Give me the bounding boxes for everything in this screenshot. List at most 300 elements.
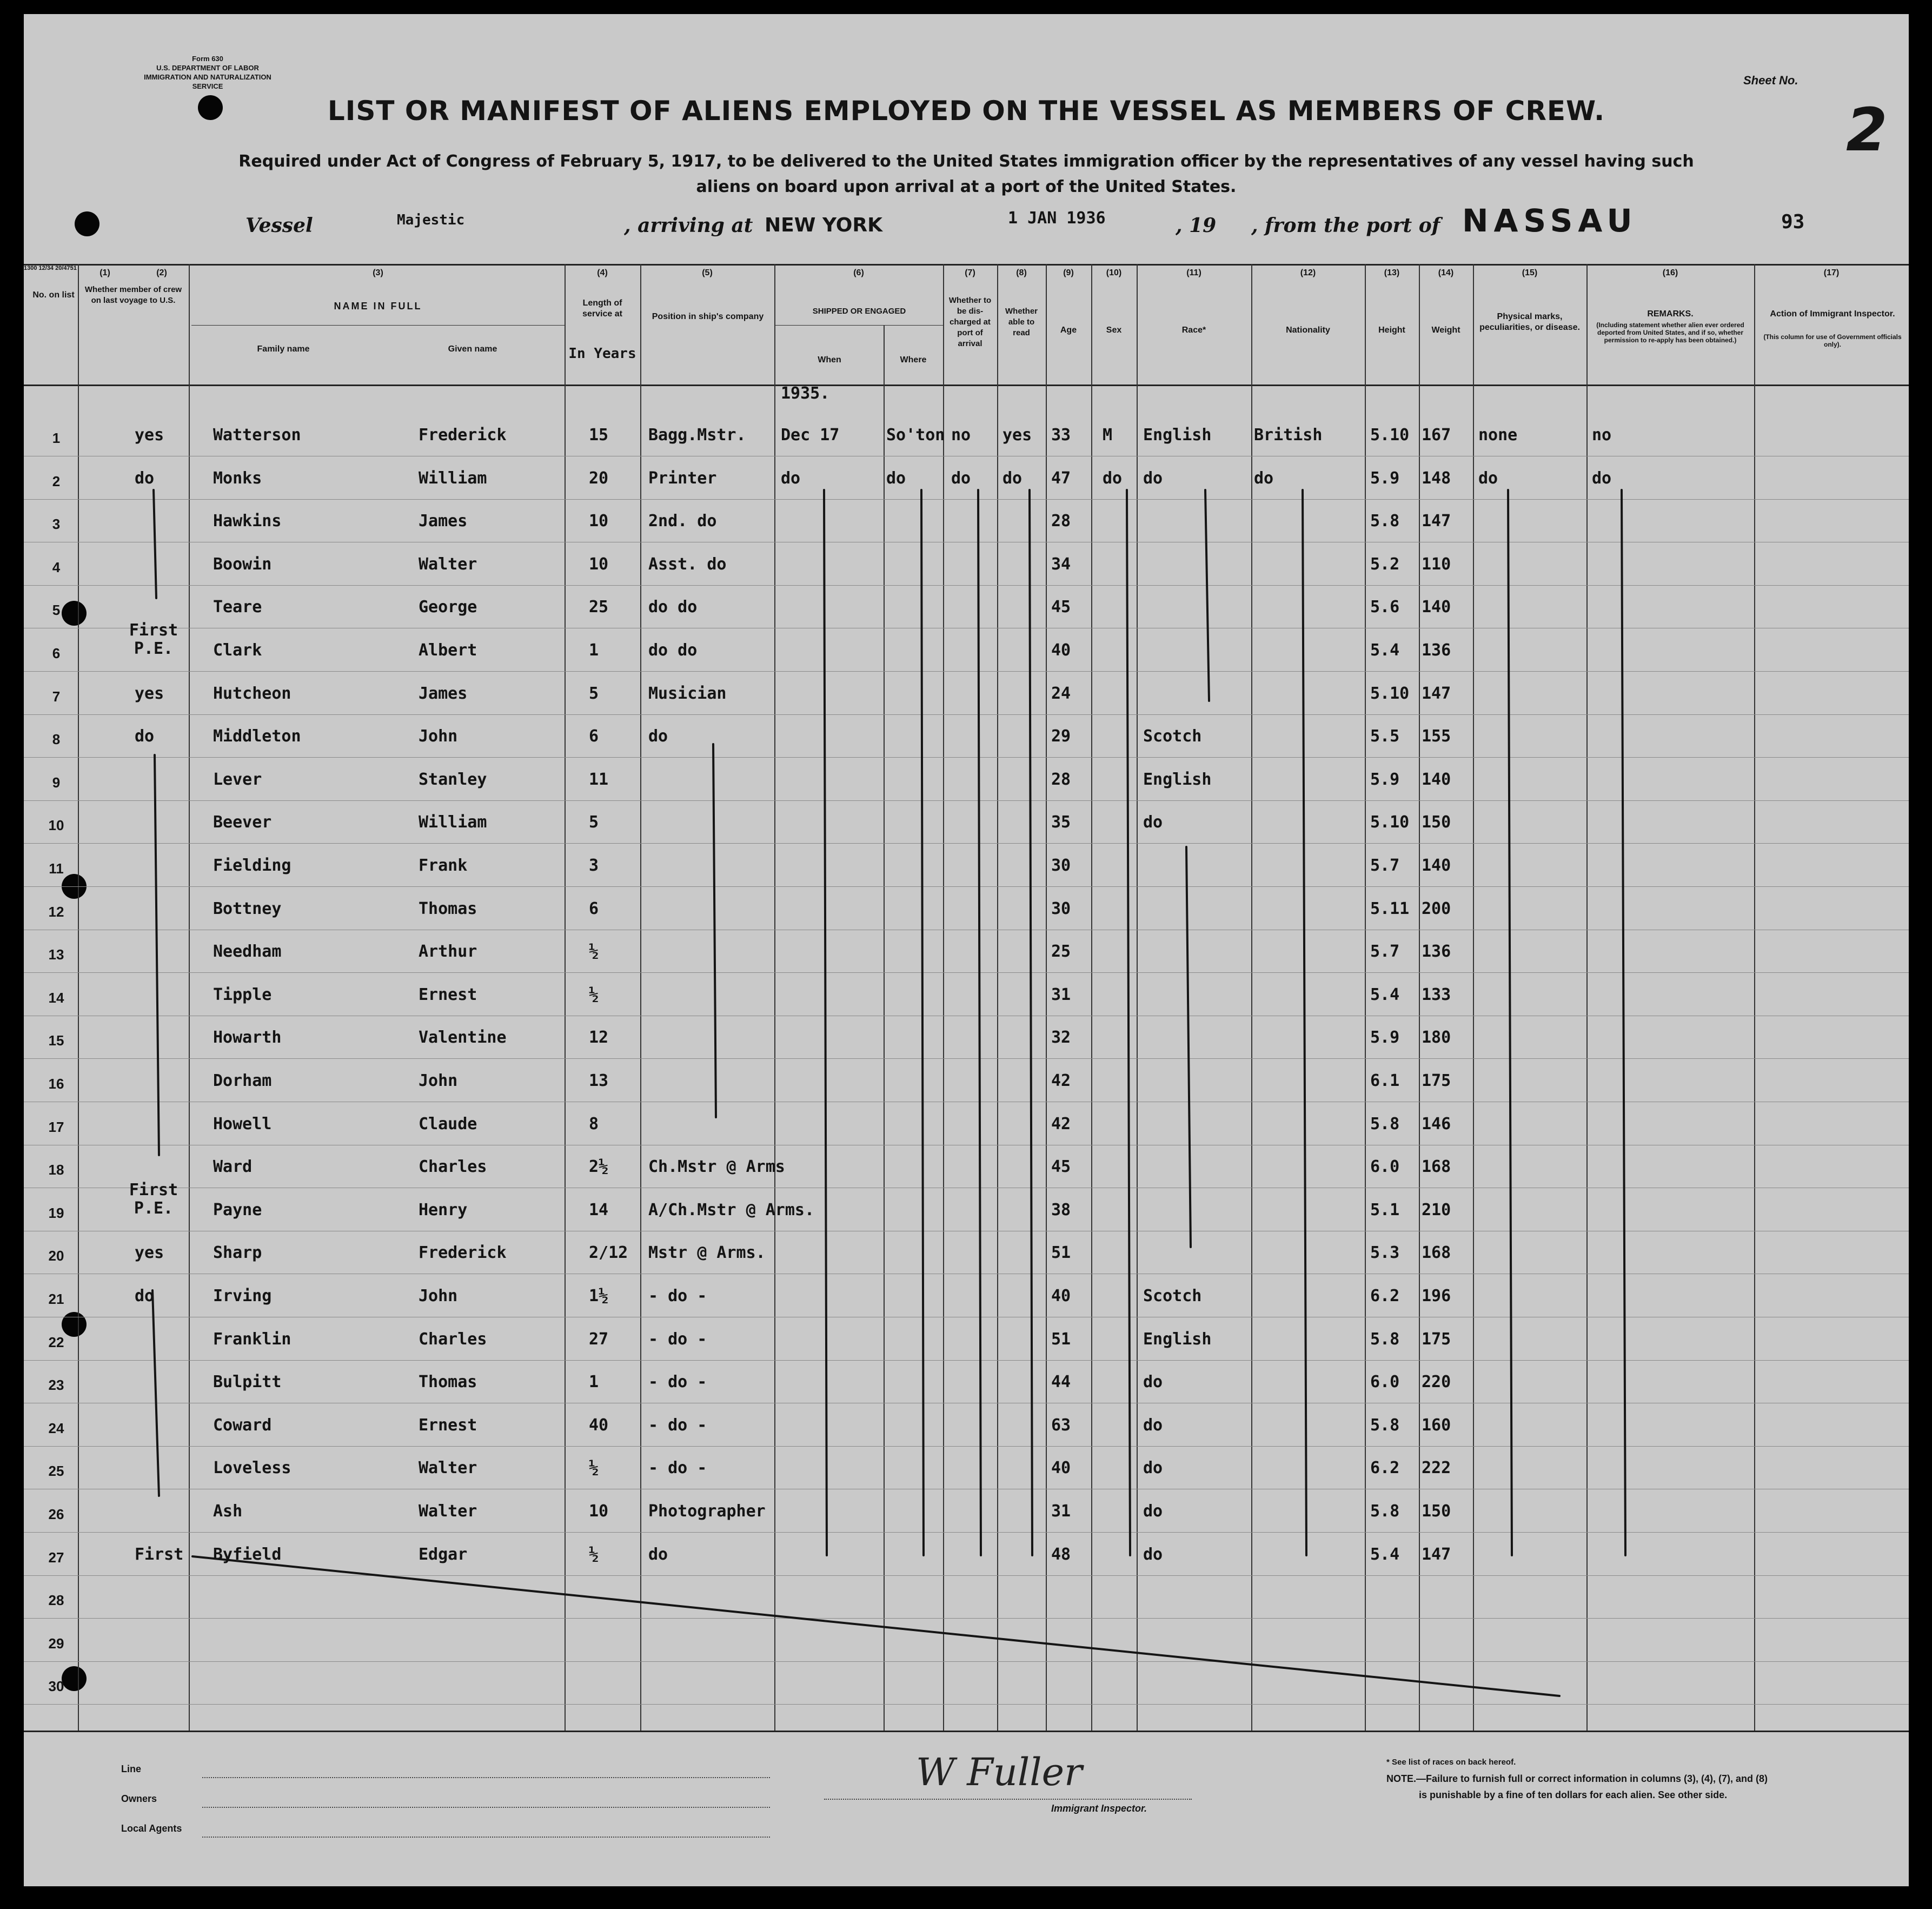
- from-port-label: , from the port of: [1251, 214, 1440, 237]
- row-number: 13: [48, 946, 64, 963]
- given-name-cell: James: [419, 512, 468, 531]
- position-cell: A/Ch.Mstr @ Arms.: [648, 1200, 815, 1219]
- header-where: Where: [900, 355, 927, 364]
- col-num: (14): [1438, 268, 1454, 277]
- age-cell: 30: [1051, 856, 1071, 875]
- given-name-cell: Edgar: [419, 1545, 468, 1564]
- header-nationality: Nationality: [1286, 326, 1330, 335]
- row-number: 17: [48, 1118, 64, 1135]
- age-cell: 40: [1051, 1459, 1071, 1478]
- service-cell: 5: [589, 684, 599, 703]
- family-name-cell: Watterson: [213, 426, 301, 445]
- height-cell: 5.4: [1370, 985, 1400, 1004]
- given-name-cell: Ernest: [419, 1415, 477, 1435]
- date-stamp: 1 JAN 1936: [1008, 209, 1106, 228]
- race-cell: English: [1143, 426, 1212, 445]
- col-num: (8): [1016, 268, 1027, 277]
- header-able-to-read: Whether able to read: [1005, 307, 1038, 337]
- vessel-name: Majestic: [397, 212, 465, 228]
- given-name-cell: Frederick: [419, 426, 507, 445]
- footer-agents-label: Local Agents: [121, 1823, 182, 1834]
- position-cell: - do -: [648, 1329, 707, 1349]
- given-name-cell: Albert: [419, 641, 477, 660]
- height-cell: 5.8: [1370, 1502, 1400, 1521]
- row-number: 6: [52, 645, 61, 661]
- closing-line: [192, 1556, 1559, 1696]
- weight-cell: 155: [1422, 727, 1451, 746]
- member-cell: do: [135, 1287, 155, 1305]
- col-num: (12): [1300, 268, 1316, 277]
- service-cell: ½: [589, 985, 599, 1004]
- row-number: 1: [52, 430, 61, 446]
- family-name-cell: Tipple: [213, 985, 272, 1004]
- height-cell: 5.8: [1370, 1114, 1400, 1134]
- family-name-cell: Bottney: [213, 899, 282, 918]
- height-cell: 5.8: [1370, 512, 1400, 531]
- service-cell: 14: [589, 1200, 609, 1219]
- row-number: 7: [52, 688, 61, 705]
- col-num: (4): [597, 268, 608, 277]
- col-num: (16): [1662, 268, 1678, 277]
- weight-cell: 160: [1422, 1415, 1451, 1435]
- height-cell: 5.1: [1370, 1200, 1400, 1219]
- arriving-label: , arriving at: [624, 214, 753, 237]
- row-number: 21: [48, 1291, 64, 1307]
- weight-cell: 196: [1422, 1287, 1451, 1305]
- race-cell: do: [1143, 1415, 1163, 1435]
- row-number: 23: [48, 1377, 64, 1394]
- given-name-cell: Charles: [419, 1157, 487, 1177]
- family-name-cell: Payne: [213, 1200, 262, 1219]
- shipped-where-cell: do: [886, 468, 906, 488]
- height-cell: 5.3: [1370, 1243, 1400, 1263]
- position-cell: - do -: [648, 1287, 707, 1305]
- race-cell: English: [1143, 770, 1212, 789]
- ditto-line: [1127, 490, 1130, 1555]
- race-cell: Scotch: [1143, 1287, 1202, 1305]
- height-cell: 5.7: [1370, 942, 1400, 962]
- given-name-cell: Thomas: [419, 1373, 477, 1392]
- service-cell: 10: [589, 554, 609, 574]
- position-cell: - do -: [648, 1415, 707, 1435]
- given-name-cell: William: [419, 468, 487, 488]
- family-name-cell: Franklin: [213, 1329, 291, 1349]
- col-num: (1): [99, 268, 110, 277]
- family-name-cell: Ash: [213, 1502, 243, 1521]
- ditto-line: [1303, 490, 1306, 1555]
- age-cell: 40: [1051, 641, 1071, 660]
- given-name-cell: John: [419, 727, 458, 746]
- age-cell: 51: [1051, 1329, 1071, 1349]
- row-number: 24: [48, 1420, 64, 1436]
- footer-agents-underline: [202, 1837, 770, 1838]
- service-cell: 10: [589, 512, 609, 531]
- member-cell: do: [135, 468, 155, 488]
- header-weight: Weight: [1431, 326, 1460, 335]
- col-num: (17): [1823, 268, 1840, 277]
- position-cell: Mstr @ Arms.: [648, 1243, 766, 1263]
- subtitle-line-2: aliens on board upon arrival at a port of the United States.: [696, 177, 1237, 196]
- row-number: 5: [52, 602, 61, 619]
- service-cell: 2½: [589, 1157, 609, 1177]
- service-cell: 1: [589, 1373, 599, 1392]
- col-num: (9): [1063, 268, 1074, 277]
- ditto-line: [152, 1290, 159, 1496]
- ditto-line: [1622, 490, 1625, 1555]
- member-cell: yes: [135, 684, 164, 703]
- height-cell: 5.4: [1370, 641, 1400, 660]
- header-whether-member: Whether member of crew on last voyage to U.S.: [84, 285, 182, 305]
- weight-cell: 168: [1422, 1157, 1451, 1177]
- header-action: Action of Immigrant Inspector.: [1770, 309, 1895, 319]
- given-name-cell: George: [419, 598, 477, 617]
- header-height: Height: [1378, 326, 1405, 335]
- member-cell: First: [135, 1545, 184, 1564]
- shipped-when-cell: do: [781, 468, 801, 488]
- ditto-line: [1508, 490, 1512, 1555]
- header-physical-marks: Physical marks, peculiarities, or disease.: [1479, 312, 1580, 332]
- service-cell: 5: [589, 813, 599, 832]
- age-cell: 35: [1051, 813, 1071, 832]
- weight-cell: 133: [1422, 985, 1451, 1004]
- height-cell: 5.8: [1370, 1329, 1400, 1349]
- weight-cell: 147: [1422, 512, 1451, 531]
- service-cell: 1: [589, 641, 599, 660]
- col-num: (15): [1522, 268, 1538, 277]
- position-cell: Bagg.Mstr.: [648, 426, 746, 445]
- col-num: (11): [1186, 268, 1201, 277]
- service-cell: ½: [589, 1459, 599, 1478]
- service-cell: 11: [589, 770, 609, 789]
- row-number: 9: [52, 774, 61, 791]
- header-length-of-service: Length of service at: [582, 299, 622, 319]
- sex-cell: M: [1103, 426, 1113, 445]
- arriving-port: NEW YORK: [765, 214, 882, 236]
- race-cell: do: [1143, 468, 1163, 488]
- family-name-cell: Beever: [213, 813, 272, 832]
- age-cell: 51: [1051, 1243, 1071, 1263]
- position-cell: do: [648, 727, 668, 746]
- service-cell: 27: [589, 1329, 609, 1349]
- height-cell: 5.9: [1370, 1028, 1400, 1048]
- header-remarks: REMARKS.: [1647, 309, 1694, 319]
- footer-owners-label: Owners: [121, 1793, 157, 1804]
- age-cell: 32: [1051, 1028, 1071, 1048]
- height-cell: 6.0: [1370, 1373, 1400, 1392]
- print-code: 1300 12/34 20/4751: [24, 265, 77, 271]
- height-cell: 5.10: [1370, 813, 1410, 832]
- given-name-cell: Charles: [419, 1329, 487, 1349]
- pen-marks: [24, 14, 1909, 1886]
- sheet-number: 2: [1846, 95, 1888, 164]
- height-cell: 5.9: [1370, 468, 1400, 488]
- height-cell: 5.4: [1370, 1545, 1400, 1564]
- service-cell: 12: [589, 1028, 609, 1048]
- position-cell: Musician: [648, 684, 727, 703]
- age-cell: 48: [1051, 1545, 1071, 1564]
- position-cell: do: [648, 1545, 668, 1564]
- race-cell: do: [1143, 1459, 1163, 1478]
- row-number: 19: [48, 1204, 64, 1221]
- header-action-note: (This column for use of Government officials only).: [1763, 333, 1902, 348]
- weight-cell: 175: [1422, 1071, 1451, 1090]
- ditto-line: [713, 744, 716, 1117]
- department-name: U.S. DEPARTMENT OF LABOR: [156, 64, 259, 72]
- physical-cell: none: [1478, 426, 1518, 445]
- from-port: NASSAU: [1462, 202, 1638, 239]
- given-name-cell: Stanley: [419, 770, 487, 789]
- height-cell: 6.2: [1370, 1459, 1400, 1478]
- row-number: 16: [48, 1076, 64, 1092]
- service-cell: 3: [589, 856, 599, 875]
- row-number: 28: [48, 1592, 64, 1609]
- family-name-cell: Byfield: [213, 1545, 282, 1564]
- family-name-cell: Hutcheon: [213, 684, 291, 703]
- inspector-label: Immigrant Inspector.: [1051, 1803, 1147, 1814]
- row-number: 2: [52, 473, 61, 489]
- family-name-cell: Sharp: [213, 1243, 262, 1263]
- family-name-cell: Needham: [213, 942, 282, 962]
- family-name-cell: Hawkins: [213, 512, 282, 531]
- age-cell: 40: [1051, 1287, 1071, 1305]
- discharged-cell: no: [951, 426, 971, 445]
- age-cell: 44: [1051, 1373, 1071, 1392]
- height-cell: 5.10: [1370, 426, 1410, 445]
- family-name-cell: Howarth: [213, 1028, 282, 1048]
- height-cell: 6.2: [1370, 1287, 1400, 1305]
- position-cell: Photographer: [648, 1502, 766, 1521]
- age-cell: 28: [1051, 512, 1071, 531]
- age-cell: 34: [1051, 554, 1071, 574]
- read-cell: do: [1002, 468, 1023, 488]
- age-cell: 38: [1051, 1200, 1071, 1219]
- age-cell: 42: [1051, 1071, 1071, 1090]
- height-cell: 6.1: [1370, 1071, 1400, 1090]
- service-cell: 6: [589, 727, 599, 746]
- header-discharged: Whether to be dis-charged at port of arrival: [948, 296, 992, 348]
- family-name-cell: Howell: [213, 1114, 272, 1134]
- row-number: 4: [52, 559, 61, 575]
- family-name-cell: Ward: [213, 1157, 253, 1177]
- age-cell: 24: [1051, 684, 1071, 703]
- ditto-line: [824, 490, 827, 1555]
- age-cell: 28: [1051, 770, 1071, 789]
- remarks-cell: do: [1592, 468, 1612, 488]
- ditto-line: [155, 755, 159, 1155]
- given-name-cell: Walter: [419, 1502, 477, 1521]
- age-cell: 45: [1051, 598, 1071, 617]
- given-name-cell: James: [419, 684, 468, 703]
- service-cell: 40: [589, 1415, 609, 1435]
- race-cell: do: [1143, 1502, 1163, 1521]
- given-name-cell: Claude: [419, 1114, 477, 1134]
- remarks-cell: no: [1592, 426, 1612, 445]
- weight-cell: 146: [1422, 1114, 1451, 1134]
- member-cell: yes: [135, 1243, 164, 1263]
- member-cell: yes: [135, 426, 164, 445]
- given-name-cell: Thomas: [419, 899, 477, 918]
- row-number: 18: [48, 1162, 64, 1178]
- physical-cell: do: [1478, 468, 1498, 488]
- subtitle-line-1: Required under Act of Congress of February 5, 1917, to be delivered to the United States immigration officer by the representatives of any vessel having such: [238, 152, 1694, 171]
- weight-cell: 140: [1422, 856, 1451, 875]
- header-given-name: Given name: [448, 344, 497, 354]
- header-race: Race*: [1181, 326, 1206, 335]
- service-cell: ½: [589, 942, 599, 962]
- col-num: (3): [373, 268, 383, 277]
- age-cell: 33: [1051, 426, 1071, 445]
- footer-note-2: is punishable by a fine of ten dollars for each alien. See other side.: [1419, 1789, 1728, 1800]
- weight-cell: 222: [1422, 1459, 1451, 1478]
- age-cell: 25: [1051, 942, 1071, 962]
- row-number: 26: [48, 1506, 64, 1522]
- position-cell: do do: [648, 598, 698, 617]
- height-cell: 5.11: [1370, 899, 1410, 918]
- given-name-cell: Walter: [419, 1459, 477, 1478]
- position-cell: - do -: [648, 1373, 707, 1392]
- weight-cell: 140: [1422, 770, 1451, 789]
- service-cell: 13: [589, 1071, 609, 1090]
- weight-cell: 200: [1422, 899, 1451, 918]
- given-name-cell: Frederick: [419, 1243, 507, 1263]
- footer-owners-underline: [202, 1807, 770, 1808]
- weight-cell: 150: [1422, 1502, 1451, 1521]
- col-num: (5): [702, 268, 713, 277]
- row-number: 3: [52, 516, 61, 533]
- age-cell: 47: [1051, 468, 1071, 488]
- family-name-cell: Fielding: [213, 856, 291, 875]
- height-cell: 5.9: [1370, 770, 1400, 789]
- weight-cell: 210: [1422, 1200, 1451, 1219]
- member-cell: do: [135, 727, 155, 746]
- sex-cell: do: [1103, 468, 1123, 488]
- service-cell: 8: [589, 1114, 599, 1134]
- family-name-cell: Boowin: [213, 554, 272, 574]
- race-cell: English: [1143, 1329, 1212, 1349]
- weight-cell: 110: [1422, 554, 1451, 574]
- age-cell: 31: [1051, 985, 1071, 1004]
- document-title: LIST OR MANIFEST OF ALIENS EMPLOYED ON THE VESSEL AS MEMBERS OF CREW.: [327, 95, 1605, 127]
- service-cell: 20: [589, 468, 609, 488]
- weight-cell: 147: [1422, 1545, 1451, 1564]
- row-number: 27: [48, 1549, 64, 1566]
- col-num: (6): [853, 268, 864, 277]
- position-cell: Asst. do: [648, 554, 727, 574]
- shipped-where-cell: So'ton: [886, 426, 945, 445]
- service-cell: ½: [589, 1545, 599, 1564]
- row-number: 15: [48, 1032, 64, 1049]
- age-cell: 63: [1051, 1415, 1071, 1435]
- position-cell: Ch.Mstr @ Arms: [648, 1157, 785, 1177]
- ditto-line: [1205, 490, 1209, 701]
- header-no-on-list: No. on list: [32, 290, 75, 300]
- given-name-cell: John: [419, 1071, 458, 1090]
- header-shipped-engaged: SHIPPED OR ENGAGED: [812, 307, 906, 316]
- weight-cell: 140: [1422, 598, 1451, 617]
- height-cell: 5.8: [1370, 1415, 1400, 1435]
- weight-cell: 150: [1422, 813, 1451, 832]
- row-number: 8: [52, 731, 61, 748]
- family-name-cell: Loveless: [213, 1459, 291, 1478]
- header-service-unit: In Years: [568, 346, 636, 362]
- footer-note-1: NOTE.—Failure to furnish full or correct information in columns (3), (4), (7), and (8): [1386, 1773, 1768, 1784]
- weight-cell: 175: [1422, 1329, 1451, 1349]
- age-cell: 42: [1051, 1114, 1071, 1134]
- position-cell: Printer: [648, 468, 717, 488]
- header-remarks-note: (Including statement whether alien ever ordered deported from United States, and if so, whether permission to re-apply has been obtained.): [1596, 321, 1744, 344]
- service-name: IMMIGRATION AND NATURALIZATION SERVICE: [144, 73, 271, 90]
- height-cell: 5.6: [1370, 598, 1400, 617]
- row-number: 12: [48, 903, 64, 920]
- read-cell: yes: [1002, 426, 1032, 445]
- row-number: 25: [48, 1463, 64, 1480]
- ditto-line: [921, 490, 924, 1555]
- ditto-line: [978, 490, 981, 1555]
- header-position: Position in ship's company: [652, 312, 764, 321]
- row-number: 30: [48, 1678, 64, 1695]
- family-name-cell: Teare: [213, 598, 262, 617]
- service-cell: 15: [589, 426, 609, 445]
- header-sex: Sex: [1106, 326, 1122, 335]
- header-name-in-full: NAME IN FULL: [334, 301, 422, 311]
- weight-cell: 136: [1422, 942, 1451, 962]
- footer-line-underline: [202, 1777, 770, 1778]
- row-number: 11: [49, 860, 64, 877]
- col-num: (7): [965, 268, 975, 277]
- given-name-cell: Henry: [419, 1200, 468, 1219]
- ditto-line: [154, 490, 156, 598]
- inspector-signature: W Fuller: [916, 1750, 1083, 1794]
- ditto-line: [1186, 847, 1191, 1247]
- race-note: * See list of races on back hereof.: [1386, 1758, 1516, 1767]
- nationality-cell: British: [1254, 426, 1323, 445]
- height-cell: 6.0: [1370, 1157, 1400, 1177]
- service-cell: 10: [589, 1502, 609, 1521]
- service-cell: 25: [589, 598, 609, 617]
- race-cell: do: [1143, 813, 1163, 832]
- age-cell: 31: [1051, 1502, 1071, 1521]
- manifest-sheet: [24, 14, 1909, 1886]
- race-cell: do: [1143, 1373, 1163, 1392]
- vessel-label: Vessel: [245, 214, 313, 237]
- row-number: 22: [48, 1334, 64, 1350]
- given-name-cell: Arthur: [419, 942, 477, 962]
- given-name-cell: John: [419, 1287, 458, 1305]
- shipped-when-cell: Dec 17: [781, 426, 840, 445]
- year-label: , 19: [1176, 214, 1217, 237]
- family-name-cell: Middleton: [213, 727, 301, 746]
- height-cell: 5.10: [1370, 684, 1410, 703]
- weight-cell: 147: [1422, 684, 1451, 703]
- family-name-cell: Coward: [213, 1415, 272, 1435]
- given-name-cell: Walter: [419, 554, 477, 574]
- col-num: (2): [156, 268, 167, 277]
- header-age: Age: [1060, 326, 1077, 335]
- service-cell: 2/12: [589, 1243, 628, 1263]
- family-name-cell: Monks: [213, 468, 262, 488]
- family-name-cell: Irving: [213, 1287, 272, 1305]
- form-number: Form 630: [192, 55, 223, 63]
- weight-cell: 148: [1422, 468, 1451, 488]
- given-name-cell: Ernest: [419, 985, 477, 1004]
- weight-cell: 180: [1422, 1028, 1451, 1048]
- discharged-cell: do: [951, 468, 971, 488]
- ditto-line: [1030, 490, 1032, 1555]
- family-name-cell: Bulpitt: [213, 1373, 282, 1392]
- col-num: (13): [1384, 268, 1400, 277]
- header-when: When: [818, 355, 841, 364]
- race-cell: Scotch: [1143, 727, 1202, 746]
